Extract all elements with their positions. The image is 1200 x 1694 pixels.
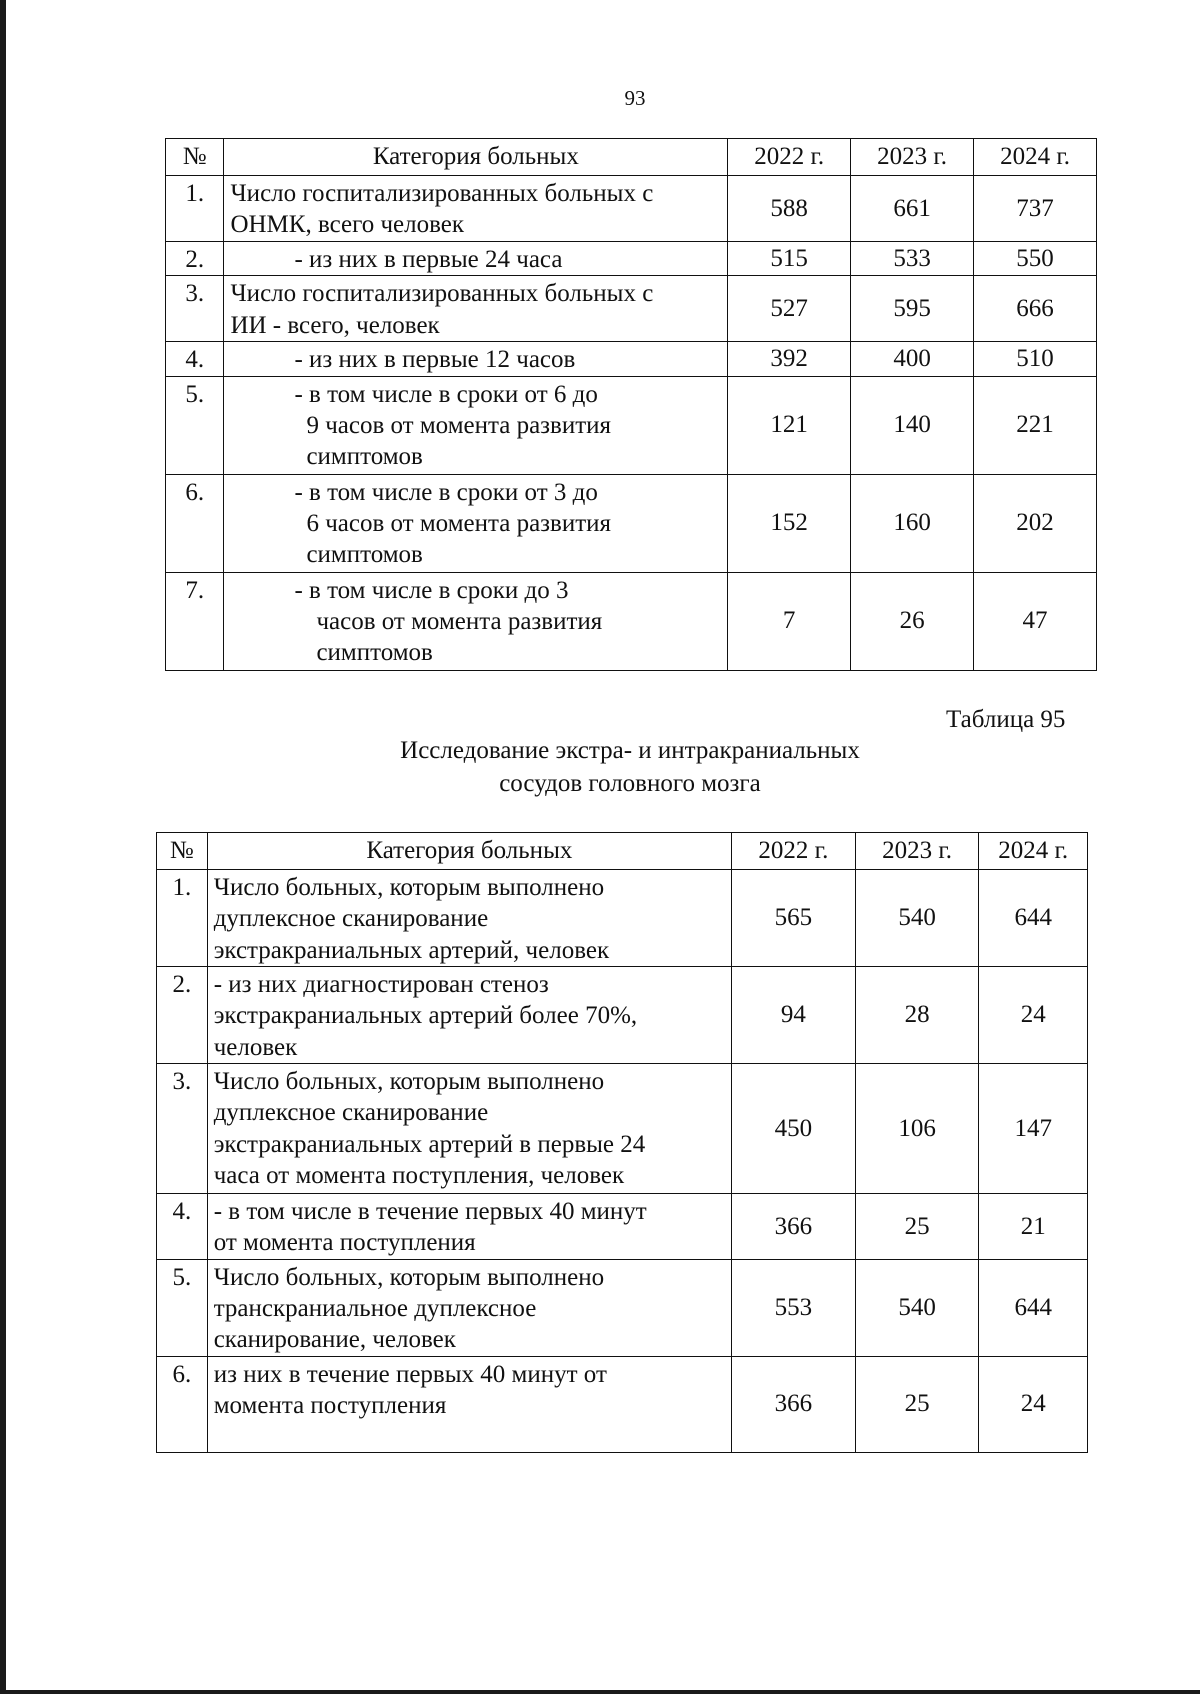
row-number: 5. bbox=[157, 1259, 208, 1356]
value-2022: 565 bbox=[732, 870, 856, 967]
table-row bbox=[166, 342, 1097, 376]
row-category bbox=[224, 242, 728, 276]
row-category bbox=[224, 276, 728, 342]
value-2022: 553 bbox=[732, 1259, 856, 1356]
category-line: Число больных, которым выполнено bbox=[213, 1263, 605, 1291]
value-2022: 7 bbox=[728, 572, 851, 670]
table-row bbox=[157, 1356, 1088, 1452]
category-line: - в том числе в сроки от 6 до bbox=[294, 380, 598, 408]
category-line: Число госпитализированных больных с bbox=[230, 180, 654, 207]
category-line: симптомов bbox=[316, 639, 433, 666]
table-row bbox=[166, 276, 1097, 342]
value-2023: 26 bbox=[851, 572, 974, 670]
header-2022: 2022 г. bbox=[732, 833, 856, 870]
value-2024: 644 bbox=[979, 870, 1088, 967]
table-row bbox=[166, 474, 1097, 572]
row-category bbox=[207, 1064, 731, 1194]
value-2024: 47 bbox=[974, 572, 1097, 670]
category-line: часов от момента развития bbox=[316, 607, 603, 635]
row-number: 6. bbox=[166, 474, 224, 572]
table-row bbox=[157, 1064, 1088, 1194]
value-2024: 21 bbox=[979, 1194, 1088, 1260]
category-line: - из них в первые 24 часа bbox=[294, 246, 563, 273]
scan-border-bottom bbox=[0, 1690, 1200, 1694]
value-2022: 450 bbox=[732, 1064, 856, 1194]
header-category: Категория больных bbox=[224, 139, 728, 176]
value-2023: 540 bbox=[855, 1259, 979, 1356]
category-line: человек bbox=[213, 1033, 298, 1061]
value-2024: 221 bbox=[974, 376, 1097, 474]
value-2022: 366 bbox=[732, 1194, 856, 1260]
table-row bbox=[166, 242, 1097, 276]
value-2022: 515 bbox=[728, 242, 851, 276]
value-2024: 24 bbox=[979, 967, 1088, 1064]
row-number: 2. bbox=[166, 242, 224, 276]
category-line: дуплексное сканирование bbox=[213, 1099, 489, 1127]
row-category bbox=[224, 376, 728, 474]
row-number: 4. bbox=[157, 1194, 208, 1260]
header-2022: 2022 г. bbox=[728, 139, 851, 176]
category-line: - в том числе в течение первых 40 минут bbox=[213, 1198, 647, 1225]
value-2023: 160 bbox=[851, 474, 974, 572]
category-line: экстракраниальных артерий, человек bbox=[213, 936, 610, 964]
value-2023: 595 bbox=[851, 276, 974, 342]
value-2022: 152 bbox=[728, 474, 851, 572]
category-line: Число госпитализированных больных с bbox=[230, 280, 654, 308]
table-row bbox=[157, 1259, 1088, 1356]
table-title bbox=[230, 735, 1030, 800]
value-2024: 737 bbox=[974, 176, 1097, 242]
value-2024: 510 bbox=[974, 342, 1097, 376]
scan-border-left bbox=[0, 0, 6, 1694]
category-line: экстракраниальных артерий более 70%, bbox=[213, 1002, 638, 1030]
value-2022: 121 bbox=[728, 376, 851, 474]
row-category bbox=[207, 870, 731, 967]
value-2023: 140 bbox=[851, 376, 974, 474]
row-number: 6. bbox=[157, 1356, 208, 1452]
row-category bbox=[224, 342, 728, 376]
category-line: Число больных, которым выполнено bbox=[213, 874, 605, 901]
value-2022: 588 bbox=[728, 176, 851, 242]
table-header-row bbox=[166, 139, 1097, 176]
table-title-line: Исследование экстра- и интракраниальных bbox=[400, 737, 860, 764]
header-2023: 2023 г. bbox=[855, 833, 979, 870]
value-2023: 28 bbox=[855, 967, 979, 1064]
value-2022: 366 bbox=[732, 1356, 856, 1452]
category-line: - из них диагностирован стеноз bbox=[213, 971, 549, 998]
category-line: симптомов bbox=[306, 541, 423, 568]
page-number: 93 bbox=[624, 86, 646, 110]
table-title-line: сосудов головного мозга bbox=[499, 769, 761, 797]
row-number: 3. bbox=[166, 276, 224, 342]
category-line: из них в течение первых 40 минут от bbox=[213, 1360, 607, 1388]
table-header-row bbox=[157, 833, 1088, 870]
category-line: Число больных, которым выполнено bbox=[213, 1068, 605, 1095]
category-line: - в том числе в сроки от 3 до bbox=[294, 478, 598, 506]
category-line: транскраниальное дуплексное bbox=[213, 1294, 537, 1322]
value-2022: 527 bbox=[728, 276, 851, 342]
value-2023: 540 bbox=[855, 870, 979, 967]
row-category bbox=[224, 572, 728, 670]
value-2023: 661 bbox=[851, 176, 974, 242]
header-2024: 2024 г. bbox=[974, 139, 1097, 176]
table-row bbox=[157, 967, 1088, 1064]
row-category bbox=[207, 1259, 731, 1356]
table-row bbox=[157, 870, 1088, 967]
row-category bbox=[224, 474, 728, 572]
row-category bbox=[207, 967, 731, 1064]
category-line: сканирование, человек bbox=[213, 1326, 456, 1353]
category-line: от момента поступления bbox=[213, 1229, 476, 1257]
row-number: 4. bbox=[166, 342, 224, 376]
category-line: 6 часов от момента развития bbox=[306, 509, 612, 537]
header-num: № bbox=[157, 833, 208, 870]
row-number: 1. bbox=[157, 870, 208, 967]
category-line: экстракраниальных артерий в первые 24 bbox=[213, 1130, 646, 1158]
category-line: момента поступления bbox=[213, 1391, 447, 1419]
header-2024: 2024 г. bbox=[979, 833, 1088, 870]
category-line: симптомов bbox=[306, 443, 423, 470]
value-2024: 147 bbox=[979, 1064, 1088, 1194]
category-line: ОНМК, всего человек bbox=[230, 211, 465, 239]
row-category bbox=[207, 1194, 731, 1260]
header-num: № bbox=[166, 139, 224, 176]
value-2024: 666 bbox=[974, 276, 1097, 342]
value-2023: 106 bbox=[855, 1064, 979, 1194]
row-number: 7. bbox=[166, 572, 224, 670]
value-2023: 400 bbox=[851, 342, 974, 376]
row-category bbox=[207, 1356, 731, 1452]
value-2024: 644 bbox=[979, 1259, 1088, 1356]
table-row bbox=[157, 1194, 1088, 1260]
hospitalization-table bbox=[165, 138, 1097, 671]
value-2023: 25 bbox=[855, 1356, 979, 1452]
category-line: ИИ - всего, человек bbox=[230, 311, 440, 339]
value-2024: 202 bbox=[974, 474, 1097, 572]
category-line: дуплексное сканирование bbox=[213, 905, 489, 933]
row-number: 5. bbox=[166, 376, 224, 474]
value-2022: 94 bbox=[732, 967, 856, 1064]
value-2024: 24 bbox=[979, 1356, 1088, 1452]
value-2023: 533 bbox=[851, 242, 974, 276]
value-2024: 550 bbox=[974, 242, 1097, 276]
table-row bbox=[166, 176, 1097, 242]
header-category: Категория больных bbox=[207, 833, 731, 870]
category-line: 9 часов от момента развития bbox=[306, 411, 612, 439]
vessel-research-table bbox=[156, 832, 1088, 1453]
table-row bbox=[166, 572, 1097, 670]
header-2023: 2023 г. bbox=[851, 139, 974, 176]
value-2023: 25 bbox=[855, 1194, 979, 1260]
row-number: 3. bbox=[157, 1064, 208, 1194]
row-category bbox=[224, 176, 728, 242]
table-row bbox=[166, 376, 1097, 474]
table-number-caption: Таблица 95 bbox=[946, 706, 1066, 733]
value-2022: 392 bbox=[728, 342, 851, 376]
category-line: - из них в первые 12 часов bbox=[294, 346, 576, 374]
row-number: 1. bbox=[166, 176, 224, 242]
row-number: 2. bbox=[157, 967, 208, 1064]
category-line: - в том числе в сроки до 3 bbox=[294, 576, 569, 604]
category-line: часа от момента поступления, человек bbox=[213, 1161, 625, 1189]
